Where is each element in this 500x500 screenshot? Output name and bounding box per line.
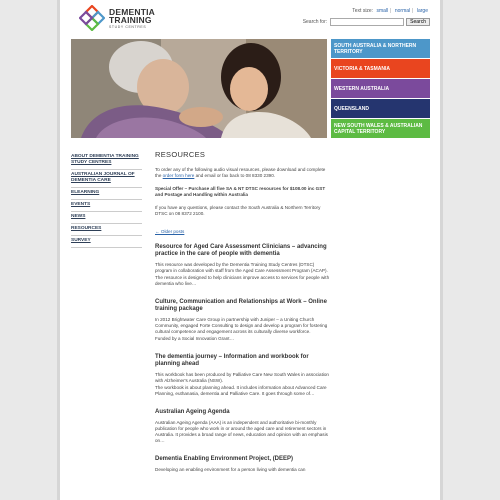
sidebar-item-news[interactable]: NEWS — [71, 212, 142, 224]
post-excerpt-2: The resource is designed to help clinicians improve access to services for people with dementia who live… — [155, 275, 330, 286]
text-size-small-link[interactable]: small — [376, 8, 389, 14]
post-item — [155, 244, 331, 287]
intro-before: To order any of the following audio visual resources, please download and complete the — [155, 167, 326, 178]
region-item[interactable]: QUEENSLAND — [331, 99, 430, 118]
hero-image — [71, 39, 327, 138]
region-item[interactable]: WESTERN AUSTRALIA — [331, 79, 430, 98]
special-offer-text — [155, 186, 331, 198]
site-logo[interactable] — [79, 5, 155, 31]
text-size-normal-link[interactable]: normal — [394, 8, 411, 14]
region-item[interactable]: NEW SOUTH WALES & AUSTRALIAN CAPITAL TERRITORY — [331, 119, 430, 138]
region-item[interactable]: VICTORIA & TASMANIA — [331, 59, 430, 78]
questions-text: If you have any questions, please contact the South Australia & Northern Territory DTSC on 08 8372 2100. — [155, 205, 321, 216]
post-item — [155, 409, 331, 444]
post-title[interactable]: Australian Ageing Agenda — [155, 409, 230, 415]
intro-text — [155, 167, 331, 179]
sidebar-item-resources[interactable]: RESOURCES — [71, 224, 142, 236]
text-size-label: Text size: — [352, 8, 374, 14]
order-form-link[interactable]: order form here — [162, 173, 195, 178]
sidebar-item-elearning[interactable]: ELEARNING — [71, 188, 142, 200]
intro-after: and email or fax back to 08 8330 2390. — [194, 173, 276, 178]
search-form — [303, 18, 430, 26]
sidebar-item-events[interactable]: EVENTS — [71, 200, 142, 212]
page-title: RESOURCES — [155, 150, 206, 159]
hero-photo-illustration — [71, 39, 327, 138]
sidebar-item-survey[interactable]: SURVEY — [71, 236, 142, 248]
post-excerpt-2: The workbook is about planning ahead. It includes information about Advanced Care Planning, euthanasia, dementia and Palliative Care. It goes through some of… — [155, 385, 327, 396]
post-excerpt: In 2012 Brightwater Care Group in partnership with Juniper – a Uniting Church Community, engaged Forte Consulting to design and develop a program for fostering cultural competence and engagement across its culturally diverse workforce. — [155, 317, 328, 334]
special-offer: Special Offer – Purchase all five SA & NT DTSC resources for $108.00 inc GST and Postage and Handling within Australia — [155, 186, 326, 197]
post-title[interactable]: Dementia Enabling Environment Project, (DEEP) — [155, 456, 294, 462]
logo-line-3: STUDY CENTRES — [109, 24, 147, 29]
post-title[interactable]: Culture, Communication and Relationships at Work – Online training package — [155, 299, 327, 312]
logo-text — [109, 8, 155, 29]
post-title[interactable]: The dementia journey – Information and workbook for planning ahead — [155, 354, 309, 367]
post-excerpt: Australian Ageing Agenda (AAA) is an independent and authoritative bi-monthly publication for people who work in or around the aged care and retirement sectors in Australia. It provides a broad range of news, education and opinion with an emphasis on… — [155, 420, 328, 443]
search-input[interactable] — [330, 18, 404, 26]
separator: | — [390, 8, 392, 14]
post-excerpt: This workbook has been produced by Palliative Care New South Wales in association with Alzheimer's Australia (NSW). — [155, 372, 329, 383]
text-size-large-link[interactable]: large — [416, 8, 428, 14]
sidebar-item-about[interactable]: ABOUT DEMENTIA TRAINING STUDY CENTRES — [71, 152, 142, 170]
post-item — [155, 354, 331, 397]
post-excerpt: This resource was developed by the Dementia Training Study Centres (DTSC) program in collaboration with staff from the Aged Care Assessment Program (ACAP). — [155, 262, 328, 273]
sidebar-item-journal[interactable]: AUSTRALIAN JOURNAL OF DEMENTIA CARE — [71, 170, 142, 188]
main-content — [155, 152, 331, 485]
logo-line-1: DEMENTIA — [109, 6, 155, 17]
post-excerpt: Developing an enabling environment for a person living with dementia can — [155, 467, 306, 472]
sidebar-nav — [71, 152, 142, 248]
text-size-controls — [352, 8, 430, 14]
dtsc-logo-icon — [79, 5, 105, 31]
page-shadow-right — [440, 0, 443, 500]
region-item[interactable]: SOUTH AUSTRALIA & NORTHERN TERRITORY — [331, 39, 430, 58]
post-excerpt-2: Funded by a Social Innovation Grant… — [155, 336, 235, 341]
post-item — [155, 456, 331, 473]
page-container — [60, 0, 440, 500]
region-nav — [331, 39, 430, 138]
older-posts-link[interactable]: ← Older posts — [155, 229, 185, 234]
search-button[interactable]: Search — [406, 18, 430, 26]
logo-line-2: TRAINING — [109, 14, 152, 25]
post-item — [155, 299, 331, 342]
separator: | — [412, 8, 414, 14]
search-label: Search for: — [302, 19, 328, 25]
post-title[interactable]: Resource for Aged Care Assessment Clinicians – advancing practice in the care of people with dementia — [155, 244, 327, 257]
